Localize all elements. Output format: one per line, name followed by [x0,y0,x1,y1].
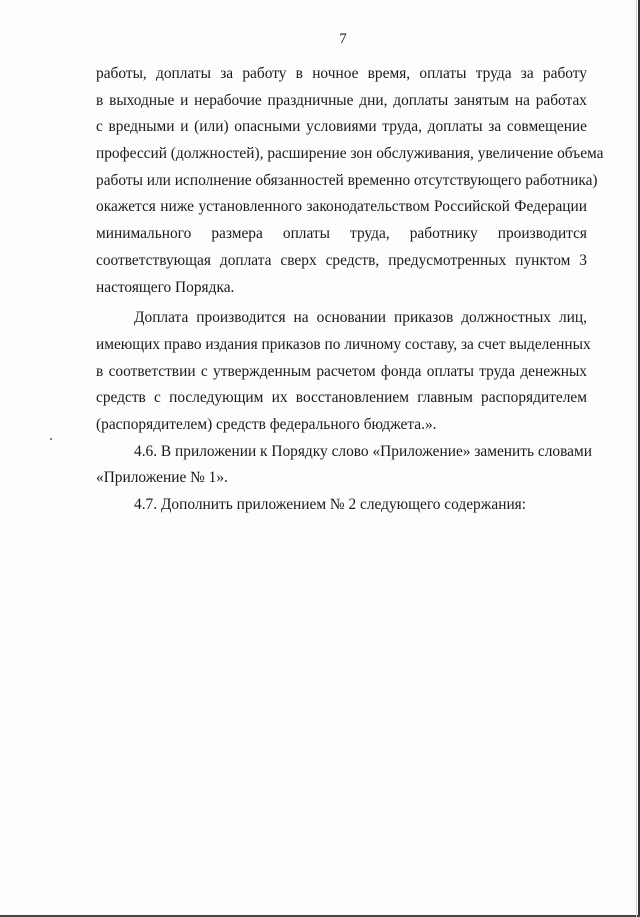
paragraph-doplata [96,305,591,438]
page-number: 7 [339,31,347,47]
text-line: Доплата производится на основании приказов должностных лиц, [134,309,587,327]
paragraph-item-4-6 [96,439,592,492]
paragraph-continuation [96,61,604,301]
text-line: 4.7. Дополнить приложением № 2 следующего содержания: [134,496,527,513]
text-line: с вредными и (или) опасными условиями труда, доплаты за совмещение [96,118,587,136]
text-line: средств с последующим их восстановлением главным распорядителем [96,389,587,407]
text-line: (распорядителем) средств федерального бюджета.». [96,415,437,433]
text-line: профессий (должностей), расширение зон обслуживания, увеличение объема [96,145,604,163]
scan-speck [50,438,52,440]
paragraph-item-4-7 [96,492,587,519]
text-line: имеющих право издания приказов по личному составу, за счет выделенных [96,335,591,353]
text-line: в соответствии с утвержденным расчетом фонда оплаты труда денежных [96,362,587,380]
text-line: настоящего Порядка. [96,278,235,296]
text-line: окажется ниже установленного законодательством Российской Федерации [96,198,587,216]
text-line: работы, доплаты за работу в ночное время, оплаты труда за работу [96,65,587,82]
text-line: минимального размера оплаты труда, работнику производится [96,225,587,243]
scan-edge-right-inner [636,0,637,917]
text-line: «Приложение № 1». [96,469,228,487]
text-line: соответствующая доплата сверх средств, предусмотренных пунктом 3 [96,251,587,269]
text-line: 4.6. В приложении к Порядку слово «Приложение» заменить словами [134,442,592,460]
document-body [96,61,604,519]
text-line: в выходные и нерабочие праздничные дни, доплаты занятым на работах [96,91,587,109]
text-line: работы или исполнение обязанностей временно отсутствующего работника) [96,171,598,189]
